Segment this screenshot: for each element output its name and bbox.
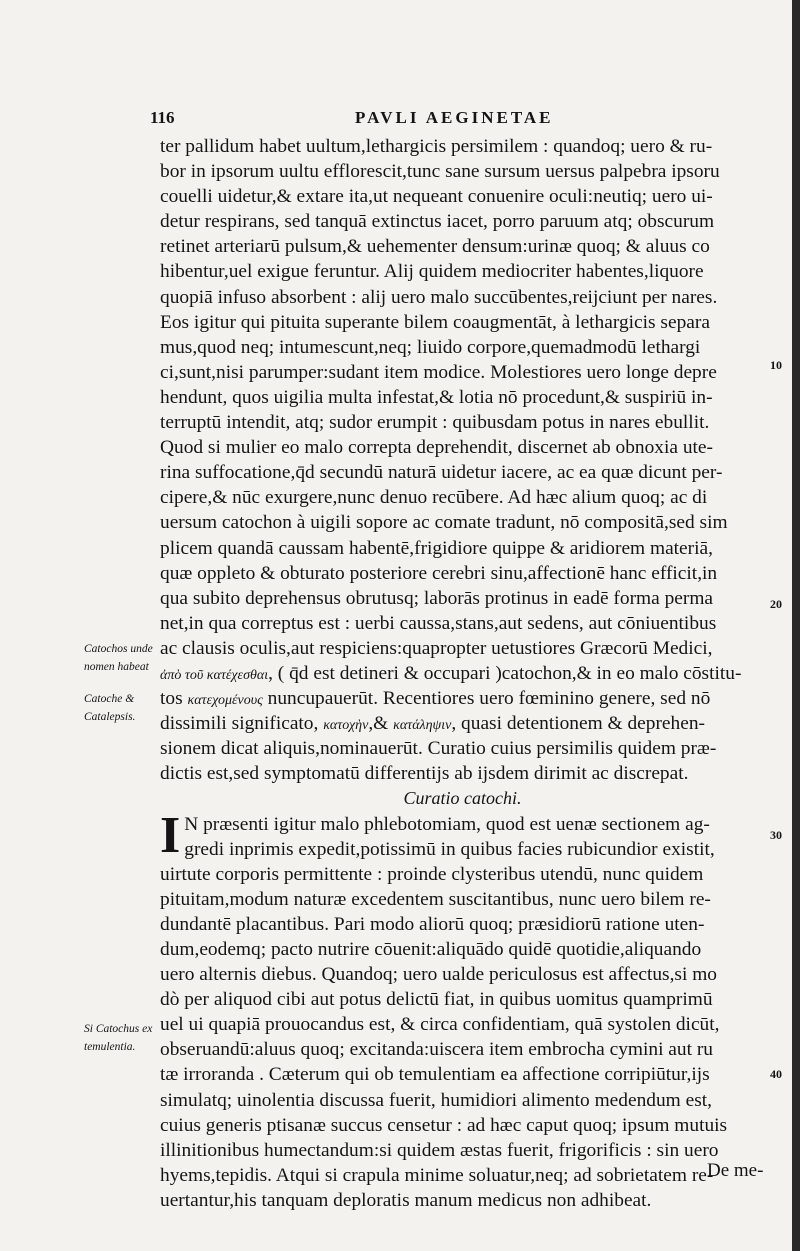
greek-phrase: κατεχομένους: [187, 693, 263, 709]
greek-phrase: κατοχὴν: [323, 718, 369, 734]
text-line: rina suffocatione,q̄d secundū naturā uidetur iacere, ac ea quæ dicunt per-: [160, 462, 723, 484]
text-line: quæ oppleto & obturato posteriore cerebri sinu,affectionē hanc efficit,in: [160, 562, 718, 584]
line-number: 40: [770, 1067, 782, 1081]
text-line: [160, 711, 765, 736]
page-number: 116: [150, 108, 175, 127]
text-line: quopiā infuso absorbent : alij uero malo succūbentes,reijciunt per nares.: [160, 286, 718, 308]
text-line: simulatq; uinolentia discussa fuerit, humidiori alimento medendum est,: [160, 1089, 712, 1111]
text-line: uel ui quapiā prouocandus est, & circa confidentiam, quā systolen dicūt,: [160, 1014, 720, 1036]
text-line: couelli uidetur,& extare ita,ut nequeant conuenire oculi:neutiq; uero ui-: [160, 186, 713, 208]
text-line-segment: tos: [160, 688, 188, 710]
greek-phrase: ἀπὸ τοῦ κατέχεσθαι: [160, 667, 269, 683]
text-line: Quod si mulier eo malo correpta deprehendit, discernet ab obnoxia ute-: [160, 437, 713, 459]
page-header: [150, 108, 770, 134]
text-line: hibentur,uel exigue feruntur. Alij quidem mediocriter habentes,liquore: [160, 261, 704, 283]
text-line: pituitam,modum naturæ excedentem suscitantibus, nunc uero bilem re-: [160, 888, 711, 910]
text-line: uirtute corporis permittente : proinde clysteribus utendū, nunc quidem: [160, 863, 704, 885]
text-line: uersum catochon à uigili sopore ac comate tradunt, nō compositā,sed sim: [160, 512, 728, 534]
text-line: dundantē placantibus. Pari modo aliorū quoq; præsidiorū ratione uten-: [160, 913, 705, 935]
text-line: dictis est,sed symptomatū differentijs ab ijsdem dirimit ac discrepat.: [160, 763, 689, 785]
text-line-segment: ,&: [368, 713, 394, 735]
text-line: uertantur,his tanquam deploratis manum medicus non adhibeat.: [160, 1189, 652, 1211]
margin-note: Si Catochus ex temulentia.: [84, 1023, 153, 1053]
text-line: bor in ipsorum uultu efflorescit,tunc sane sursum uersus palpebra ipsoru: [160, 161, 720, 183]
catchword: De me-: [707, 1160, 764, 1181]
text-line: detur respirans, sed tanquā extinctus iacet, porro paruum atq; obscurum: [160, 211, 715, 233]
text-line-segment: , ( q̄d est detineri & occupari )catochon,& in eo malo cōstitu-: [268, 662, 742, 684]
text-line-segment: , quasi detentionem & deprehen-: [451, 713, 705, 735]
text-line: dum,eodemq; pacto nutrire cōuenit:aliquādo quidē quotidie,aliquando: [160, 939, 702, 960]
body-text: [160, 134, 765, 1213]
section-heading: Curatio catochi.: [403, 788, 522, 809]
text-line: mus,quod neq; intumescunt,neq; liuido corpore,quemadmodū lethargi: [160, 336, 701, 358]
text-line: terruptū intendit, atq; sudor erumpit : quibusdam potus in nares ebullit.: [160, 412, 710, 434]
scan-edge: [792, 0, 800, 1251]
text-line: tæ irroranda . Cæterum qui ob temulentiam ea affectione corripiūtur,ijs: [160, 1064, 710, 1086]
text-line: plicem quandā caussam habentē,frigidiore quippe & aridiorem materiā,: [160, 537, 713, 559]
text-line: cipere,& nūc exurgere,nunc denuo recūbere. Ad hæc alium quoq; ac di: [160, 487, 708, 509]
text-line: uero alternis diebus. Quandoq; uero ualde periculosus est affectus,si mo: [160, 964, 717, 986]
text-line-segment: nuncupauerūt. Recentiores uero fœminino genere, sed nō: [262, 688, 711, 710]
text-line-segment: dissimili significato,: [160, 713, 324, 735]
text-line: sionem dicat aliquis,nominauerūt. Curatio cuius persimilis quidem præ-: [160, 738, 717, 760]
text-line: illinitionibus humectandum:si quidem æstas fuerit, frigorificis : sin uero: [160, 1139, 719, 1161]
text-line: obseruandū:aluus quoq; excitanda:uiscera item embrocha cymini aut ru: [160, 1039, 713, 1061]
text-line: [160, 686, 765, 711]
line-number: 20: [770, 597, 782, 611]
margin-note: Catoche & Catalepsis.: [84, 693, 136, 723]
text-line: [160, 661, 765, 686]
line-number: 10: [770, 358, 782, 372]
text-line: ter pallidum habet uultum,lethargicis persimilem : quandoq; uero & ru-: [160, 136, 713, 157]
greek-phrase: κατάληψιν: [393, 718, 452, 734]
text-line: Eos igitur qui pituita superante bilem coaugmentāt, à lethargicis separa: [160, 311, 710, 333]
text-line: ac clausis oculis,aut respiciens:quapropter uetustiores Græcorū Medici,: [160, 637, 713, 659]
running-head: PAVLI AEGINETAE: [355, 108, 554, 127]
text-line: dò per aliquod cibi aut potus delictū fiat, in quibus uomitus quamprimū: [160, 989, 713, 1011]
text-line: gredi inprimis expedit,potissimū in quibus facies rubicundior existit,: [184, 838, 715, 860]
text-line: N præsenti igitur malo phlebotomiam, quod est uenæ sectionem ag-: [184, 813, 710, 835]
line-number: 30: [770, 828, 782, 842]
margin-note: Catochos unde nomen habeat: [84, 643, 153, 673]
text-line: hendunt, quos uigilia multa infestat,& lotia nō procedunt,& suspiriū in-: [160, 386, 713, 408]
text-line: ci,sunt,nisi parumper:sudant item modice. Molestiores uero longe depre: [160, 361, 717, 383]
text-line: hyems,tepidis. Atqui si crapula minime soluatur,neq; ad sobrietatem re-: [160, 1164, 714, 1186]
text-line: cuius generis ptisanæ succus censetur : ad hæc caput quoq; ipsum mutuis: [160, 1114, 728, 1136]
drop-capital: I: [160, 806, 181, 864]
text-line: retinet arteriarū pulsum,& uehementer densum:urinæ quoq; & aluus co: [160, 236, 710, 258]
text-line: net,in qua correptus est : uerbi caussa,stans,aut sedens, aut cōniuentibus: [160, 612, 717, 634]
text-line: qua subito deprehensus obrutusq; laborās protinus in eadē forma perma: [160, 587, 714, 609]
